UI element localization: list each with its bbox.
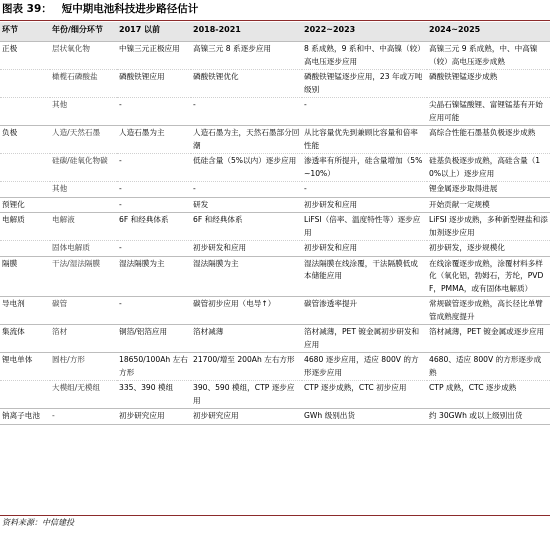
cell-sub-segment: 大模组/无模组 <box>50 381 117 409</box>
header-sub-segment: 年份/细分环节 <box>50 22 117 42</box>
cell-2022-2023: 碳管渗透率提升 <box>302 297 427 325</box>
cell-segment <box>0 70 50 98</box>
battery-roadmap-table <box>0 22 550 425</box>
cell-before-2017: 18650/100Ah 左右方形 <box>117 353 191 381</box>
cell-sub-segment: 碳管 <box>50 297 117 325</box>
cell-segment: 导电剂 <box>0 297 50 325</box>
cell-sub-segment: 人造/天然石墨 <box>50 126 117 154</box>
header-2018-2021: 2018-2021 <box>191 22 302 42</box>
cell-segment: 集流体 <box>0 325 50 353</box>
cell-2018-2021: 箔材减薄 <box>191 325 302 353</box>
table-row <box>0 241 550 257</box>
table-row <box>0 197 550 213</box>
cell-2024-2025: LiFSI 逐步成熟，多种新型锂盐和添加剂逐步应用 <box>427 213 550 241</box>
cell-2018-2021: 碳管初步应用（电导↑） <box>191 297 302 325</box>
cell-before-2017: 6F 和经典体系 <box>117 213 191 241</box>
cell-sub-segment: 其他 <box>50 98 117 126</box>
table-row <box>0 182 550 198</box>
cell-2022-2023: 8 系成熟，9 系和中、中高镍（较）高电压逐步应用 <box>302 42 427 70</box>
cell-before-2017: 人造石墨为主 <box>117 126 191 154</box>
cell-before-2017: 磷酸铁锂应用 <box>117 70 191 98</box>
cell-2018-2021: 初步研发和应用 <box>191 241 302 257</box>
cell-2018-2021: - <box>191 98 302 126</box>
cell-2018-2021: 研发 <box>191 197 302 213</box>
figure-label: 图表 39： <box>2 3 52 15</box>
cell-2018-2021: - <box>191 182 302 198</box>
source-text: 资料来源：中信建投 <box>2 518 74 527</box>
cell-2018-2021: 初步研究应用 <box>191 409 302 425</box>
cell-2022-2023: 从比容量优先到兼顾比容量和倍率性能 <box>302 126 427 154</box>
cell-2022-2023: 湿法隔膜在线涂覆，干法隔膜低成本储能应用 <box>302 256 427 297</box>
cell-sub-segment: 其他 <box>50 182 117 198</box>
cell-2024-2025: 初步研发，逐步规模化 <box>427 241 550 257</box>
table-row <box>0 213 550 241</box>
cell-segment <box>0 182 50 198</box>
cell-sub-segment: - <box>50 409 117 425</box>
source-note <box>0 515 550 530</box>
cell-2022-2023: - <box>302 182 427 198</box>
cell-2024-2025: 在线涂覆逐步成熟，涂覆材料多样化（氧化铝，勃姆石，芳纶，PVDF，PMMA，或有固体电解质） <box>427 256 550 297</box>
cell-segment: 电解质 <box>0 213 50 241</box>
cell-segment: 负极 <box>0 126 50 154</box>
table-header-row <box>0 22 550 42</box>
cell-segment <box>0 381 50 409</box>
cell-before-2017: 335、390 模组 <box>117 381 191 409</box>
cell-segment <box>0 154 50 182</box>
cell-sub-segment: 固体电解质 <box>50 241 117 257</box>
cell-2024-2025: 约 30GWh 或以上级别出货 <box>427 409 550 425</box>
cell-2022-2023: LiFSI（倍率、温度特性等）逐步应用 <box>302 213 427 241</box>
cell-2022-2023: 渗透率有所提升，硅含量增加（5%~10%） <box>302 154 427 182</box>
cell-sub-segment: 橄榄石磷酸盐 <box>50 70 117 98</box>
cell-2022-2023: - <box>302 98 427 126</box>
cell-segment <box>0 98 50 126</box>
cell-before-2017: 中镍三元正极应用 <box>117 42 191 70</box>
cell-segment: 钠离子电池 <box>0 409 50 425</box>
cell-2024-2025: 磷酸铁锂锰逐步成熟 <box>427 70 550 98</box>
cell-before-2017: - <box>117 241 191 257</box>
cell-2024-2025: 尖晶石镍锰酸锂、富锂锰基有开始应用可能 <box>427 98 550 126</box>
cell-2018-2021: 390、590 模组，CTP 逐步应用 <box>191 381 302 409</box>
figure-title: 短中期电池科技进步路径估计 <box>61 3 199 15</box>
table-row <box>0 325 550 353</box>
table-row <box>0 409 550 425</box>
cell-2018-2021: 低硅含量（5%以内）逐步应用 <box>191 154 302 182</box>
cell-before-2017: - <box>117 98 191 126</box>
cell-segment <box>0 241 50 257</box>
header-2024-2025: 2024~2025 <box>427 22 550 42</box>
cell-2024-2025: 高镍三元 9 系成熟，中、中高镍（较）高电压逐步成熟 <box>427 42 550 70</box>
cell-before-2017: 湿法隔膜为主 <box>117 256 191 297</box>
cell-2022-2023: 箔材减薄，PET 镀金属初步研发和应用 <box>302 325 427 353</box>
cell-2018-2021: 21700/增至 200Ah 左右方形 <box>191 353 302 381</box>
cell-sub-segment: 层状氧化物 <box>50 42 117 70</box>
table-row <box>0 256 550 297</box>
cell-before-2017: - <box>117 297 191 325</box>
table-row <box>0 353 550 381</box>
cell-2022-2023: 磷酸铁锂锰逐步应用，23 年或万吨级别 <box>302 70 427 98</box>
cell-sub-segment: 圆柱/方形 <box>50 353 117 381</box>
header-2022-2023: 2022~2023 <box>302 22 427 42</box>
cell-2022-2023: 初步研发和应用 <box>302 241 427 257</box>
cell-2018-2021: 磷酸铁锂优化 <box>191 70 302 98</box>
cell-2024-2025: 箔材减薄，PET 镀金属或逐步应用 <box>427 325 550 353</box>
cell-2024-2025: CTP 成熟，CTC 逐步成熟 <box>427 381 550 409</box>
cell-2024-2025: 4680、适应 800V 的方形逐步成熟 <box>427 353 550 381</box>
cell-2018-2021: 6F 和经典体系 <box>191 213 302 241</box>
cell-2022-2023: 4680 逐步应用，适应 800V 的方形逐步应用 <box>302 353 427 381</box>
cell-2018-2021: 高镍三元 8 系逐步应用 <box>191 42 302 70</box>
cell-sub-segment <box>50 197 117 213</box>
cell-sub-segment: 箔材 <box>50 325 117 353</box>
cell-segment: 锂电单体 <box>0 353 50 381</box>
cell-sub-segment: 电解液 <box>50 213 117 241</box>
cell-2018-2021: 人造石墨为主，天然石墨部分回潮 <box>191 126 302 154</box>
cell-2024-2025: 常规碳管逐步成熟，高长径比单臂管成熟度提升 <box>427 297 550 325</box>
cell-2024-2025: 开始贡献一定规模 <box>427 197 550 213</box>
cell-sub-segment: 硅碳/硅氧化物碳 <box>50 154 117 182</box>
table-row <box>0 297 550 325</box>
cell-2022-2023: 初步研发和应用 <box>302 197 427 213</box>
cell-before-2017: 初步研究应用 <box>117 409 191 425</box>
cell-before-2017: - <box>117 182 191 198</box>
cell-before-2017: - <box>117 197 191 213</box>
header-segment: 环节 <box>0 22 50 42</box>
cell-segment: 预锂化 <box>0 197 50 213</box>
table-row <box>0 98 550 126</box>
cell-2022-2023: GWh 级别出货 <box>302 409 427 425</box>
table-row <box>0 154 550 182</box>
table-row <box>0 70 550 98</box>
cell-segment: 隔膜 <box>0 256 50 297</box>
cell-2024-2025: 硅基负极逐步成熟，高硅含量（10%以上）逐步应用 <box>427 154 550 182</box>
title-divider <box>0 20 550 21</box>
table-row <box>0 42 550 70</box>
table-row <box>0 126 550 154</box>
cell-2024-2025: 高综合性能石墨基负极逐步成熟 <box>427 126 550 154</box>
cell-before-2017: - <box>117 154 191 182</box>
cell-2024-2025: 锂金属逐步取得进展 <box>427 182 550 198</box>
cell-2022-2023: CTP 逐步成熟，CTC 初步应用 <box>302 381 427 409</box>
cell-before-2017: 铜箔/铝箔应用 <box>117 325 191 353</box>
cell-2018-2021: 湿法隔膜为主 <box>191 256 302 297</box>
table-body <box>0 42 550 425</box>
cell-segment: 正极 <box>0 42 50 70</box>
header-before-2017: 2017 以前 <box>117 22 191 42</box>
table-row <box>0 381 550 409</box>
cell-sub-segment: 干法/湿法隔膜 <box>50 256 117 297</box>
figure-title-row <box>0 0 550 19</box>
